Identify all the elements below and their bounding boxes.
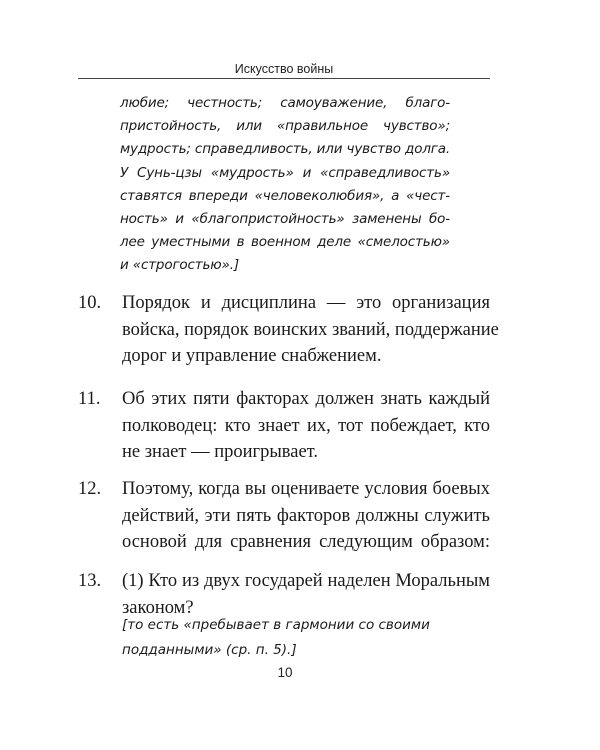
paragraph-number: 12. bbox=[78, 479, 102, 499]
paragraph-number: 13. bbox=[78, 571, 102, 591]
commentary-line: пристойность, или «правильное чувство»; bbox=[120, 118, 450, 135]
note-line: [то есть «пребывает в гармонии со своими bbox=[122, 617, 430, 633]
commentary-line: У Сунь-цзы «мудрость» и «справедливость» bbox=[120, 164, 450, 181]
paragraph-line: (1) Кто из двух государей наделен Моральным bbox=[122, 571, 490, 591]
paragraph-line: законом? bbox=[122, 597, 194, 618]
commentary-line: лее уместными в военном деле «смелостью» bbox=[120, 234, 450, 251]
running-head-title: Искусство войны bbox=[234, 62, 334, 76]
bracketed-note bbox=[122, 613, 452, 663]
paragraph-line: основой для сравнения следующим образом: bbox=[122, 532, 490, 552]
note-line: подданными» (ср. п. 5).] bbox=[122, 642, 297, 658]
paragraph-line: Порядок и дисциплина — это организация bbox=[122, 293, 490, 313]
paragraph-line: Поэтому, когда вы оцениваете условия боевых bbox=[122, 479, 490, 499]
paragraph-line: действий, эти пять факторов должны служить bbox=[122, 505, 490, 526]
header-rule bbox=[78, 78, 490, 79]
page-number: 10 bbox=[277, 665, 293, 680]
commentary-line: и «строгостью».] bbox=[120, 257, 239, 274]
paragraph-line: дорог и управление снабжением. bbox=[122, 346, 382, 366]
commentary-line: мудрость; справедливость, или чувство долга. bbox=[120, 141, 451, 158]
paragraph-line: Об этих пяти факторах должен знать каждый bbox=[122, 389, 490, 409]
commentary-line: ставятся впереди «человеколюбия», а «чест- bbox=[120, 187, 450, 204]
paragraph-line: полководец: кто знает их, тот побеждает, кто bbox=[122, 415, 490, 436]
paragraph-number: 10. bbox=[78, 293, 102, 313]
commentary-block bbox=[120, 92, 450, 278]
paragraph-line: не знает — проигрывает. bbox=[122, 442, 319, 462]
commentary-line: ность» и «благопристойность» заменены бо- bbox=[120, 211, 450, 228]
commentary-line: любие; честность; самоуважение, благо- bbox=[120, 95, 450, 111]
paragraph-line: войска, порядок воинских званий, поддержание bbox=[122, 319, 499, 340]
paragraph-number: 11. bbox=[78, 389, 101, 409]
